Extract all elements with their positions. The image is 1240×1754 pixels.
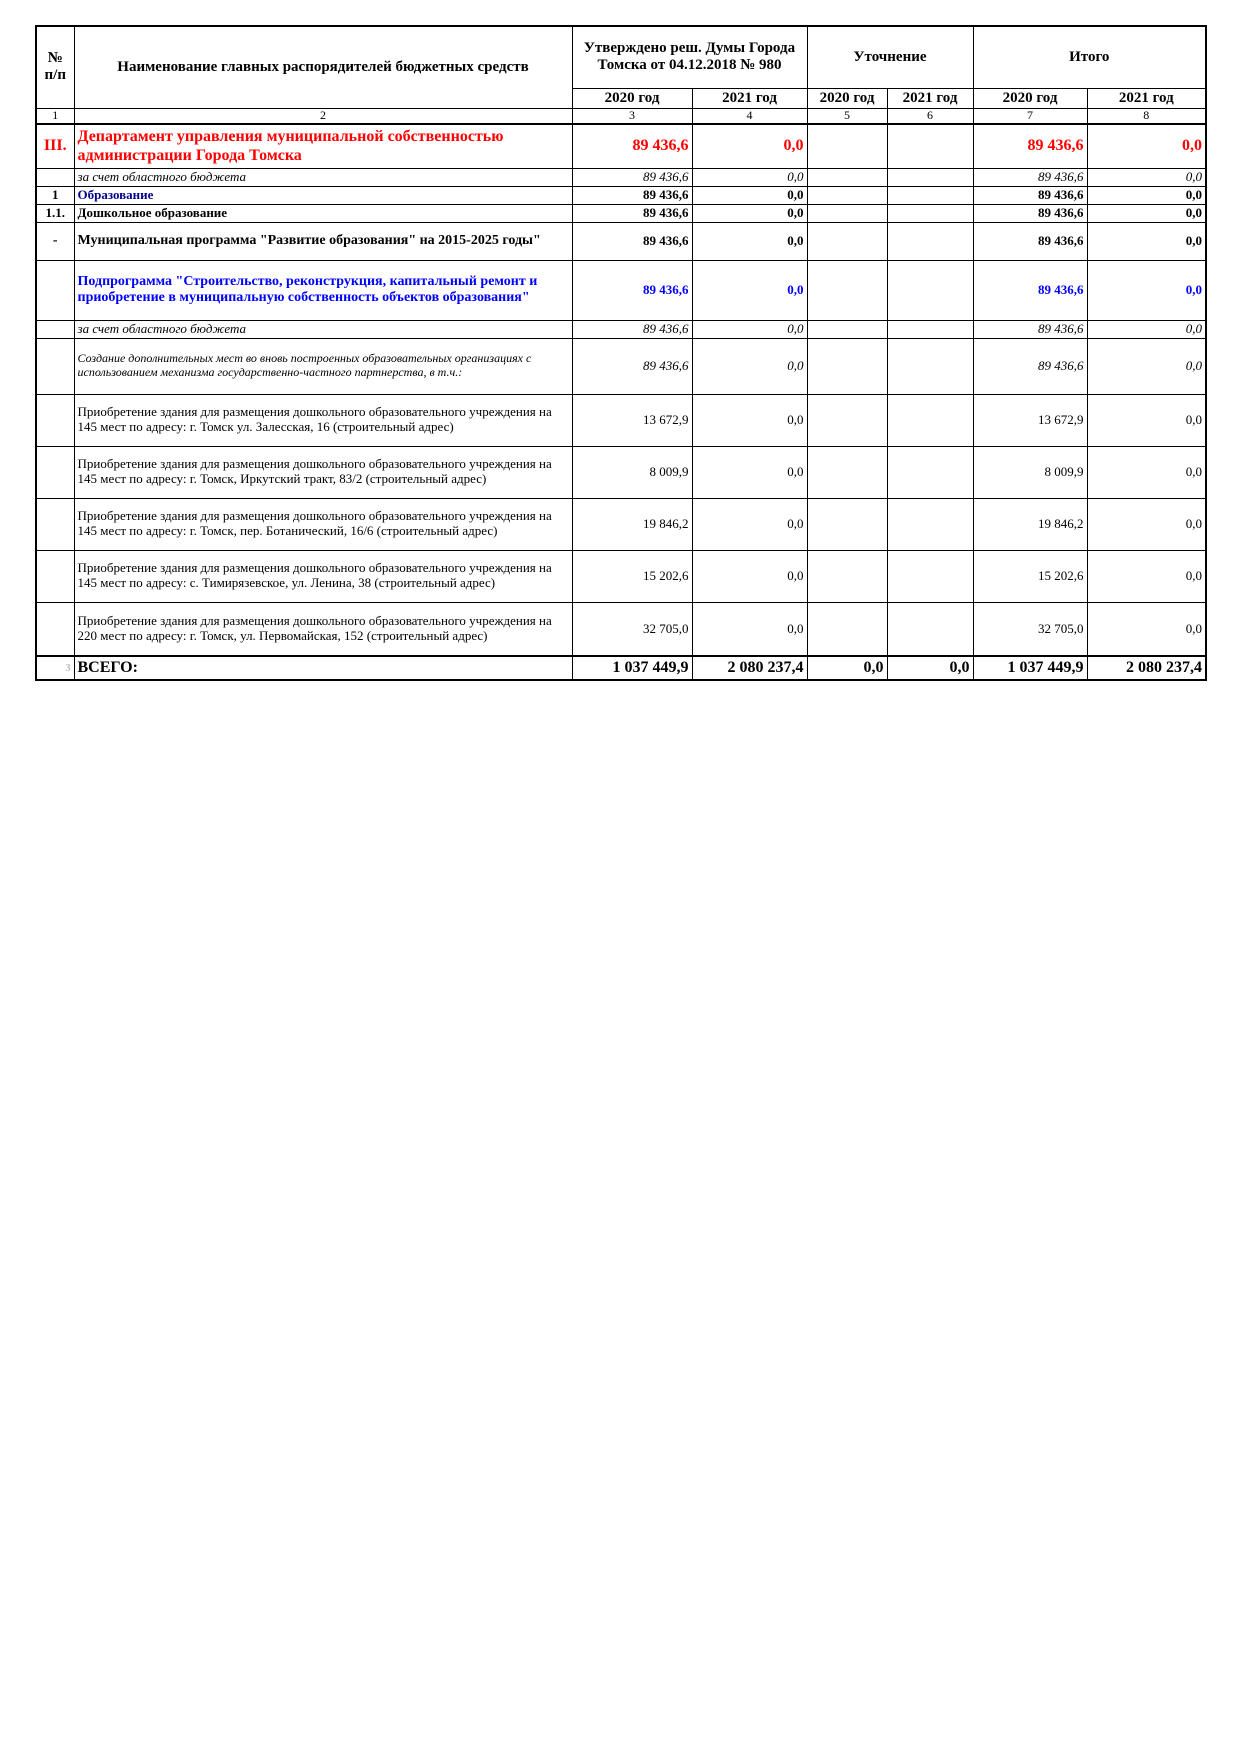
cell-clarify-2020: [807, 186, 887, 204]
column-number: 1: [36, 108, 74, 124]
year-header: 2021 год: [692, 88, 807, 108]
row-num: [36, 446, 74, 498]
cell-total-2021: 0,0: [1087, 186, 1206, 204]
cell-clarify-2020: [807, 394, 887, 446]
total-clarify-2021: 0,0: [887, 656, 973, 680]
table-row: [36, 186, 1206, 204]
cell-approved-2021: 0,0: [692, 602, 807, 656]
cell-clarify-2021: [887, 260, 973, 320]
cell-total-2020: 89 436,6: [973, 186, 1087, 204]
cell-total-2020: 89 436,6: [973, 168, 1087, 186]
row-num: [36, 338, 74, 394]
row-name: Приобретение здания для размещения дошкольного образовательного учреждения на 145 мест по адресу: г. Томск ул. Залесская, 16 (строительный адрес): [74, 394, 572, 446]
table-row: [36, 168, 1206, 186]
cell-approved-2020: 89 436,6: [572, 186, 692, 204]
cell-approved-2020: 32 705,0: [572, 602, 692, 656]
cell-total-2021: 0,0: [1087, 394, 1206, 446]
table-row: [36, 338, 1206, 394]
row-num: [36, 602, 74, 656]
cell-total-2020: 19 846,2: [973, 498, 1087, 550]
cell-approved-2021: 0,0: [692, 446, 807, 498]
column-number: 6: [887, 108, 973, 124]
cell-clarify-2020: [807, 260, 887, 320]
cell-total-2020: 32 705,0: [973, 602, 1087, 656]
cell-clarify-2021: [887, 498, 973, 550]
cell-total-2021: 0,0: [1087, 498, 1206, 550]
row-num: [36, 168, 74, 186]
cell-clarify-2021: [887, 394, 973, 446]
year-header: 2020 год: [973, 88, 1087, 108]
cell-clarify-2020: [807, 550, 887, 602]
budget-table: [35, 25, 1207, 681]
cell-approved-2021: 0,0: [692, 260, 807, 320]
cell-total-2021: 0,0: [1087, 338, 1206, 394]
col-clarify-header: Уточнение: [807, 26, 973, 88]
cell-total-2021: 0,0: [1087, 124, 1206, 168]
row-name: Приобретение здания для размещения дошкольного образовательного учреждения на 145 мест по адресу: с. Тимирязевское, ул. Ленина, 38 (строительный адрес): [74, 550, 572, 602]
cell-total-2021: 0,0: [1087, 260, 1206, 320]
cell-clarify-2021: [887, 222, 973, 260]
cell-approved-2021: 0,0: [692, 338, 807, 394]
cell-approved-2020: 8 009,9: [572, 446, 692, 498]
cell-approved-2021: 0,0: [692, 168, 807, 186]
row-num: -: [36, 222, 74, 260]
total-approved-2021: 2 080 237,4: [692, 656, 807, 680]
total-approved-2020: 1 037 449,9: [572, 656, 692, 680]
year-header: 2021 год: [1087, 88, 1206, 108]
cell-clarify-2021: [887, 338, 973, 394]
cell-approved-2021: 0,0: [692, 124, 807, 168]
cell-approved-2020: 13 672,9: [572, 394, 692, 446]
cell-total-2021: 0,0: [1087, 446, 1206, 498]
cell-approved-2021: 0,0: [692, 204, 807, 222]
cell-clarify-2020: [807, 168, 887, 186]
table-row: [36, 222, 1206, 260]
cell-total-2020: 89 436,6: [973, 124, 1087, 168]
cell-approved-2020: 89 436,6: [572, 168, 692, 186]
row-name: Департамент управления муниципальной собственностью администрации Города Томска: [74, 124, 572, 168]
cell-total-2020: 13 672,9: [973, 394, 1087, 446]
cell-approved-2020: 15 202,6: [572, 550, 692, 602]
cell-clarify-2020: [807, 446, 887, 498]
cell-total-2020: 89 436,6: [973, 320, 1087, 338]
row-num: [36, 260, 74, 320]
cell-clarify-2021: [887, 602, 973, 656]
cell-approved-2020: 89 436,6: [572, 320, 692, 338]
year-header: 2020 год: [807, 88, 887, 108]
column-number: 2: [74, 108, 572, 124]
cell-approved-2021: 0,0: [692, 498, 807, 550]
column-number: 4: [692, 108, 807, 124]
table-row: [36, 394, 1206, 446]
total-row: [36, 656, 1206, 680]
table-row: [36, 498, 1206, 550]
cell-total-2021: 0,0: [1087, 320, 1206, 338]
row-num: [36, 498, 74, 550]
cell-total-2020: 89 436,6: [973, 204, 1087, 222]
column-number: 8: [1087, 108, 1206, 124]
cell-approved-2021: 0,0: [692, 320, 807, 338]
row-name: Дошкольное образование: [74, 204, 572, 222]
cell-approved-2020: 89 436,6: [572, 338, 692, 394]
column-number: 3: [572, 108, 692, 124]
cell-total-2021: 0,0: [1087, 222, 1206, 260]
table-row: [36, 602, 1206, 656]
col-approved-header: Утверждено реш. Думы Города Томска от 04.12.2018 № 980: [572, 26, 807, 88]
row-num: 1: [36, 186, 74, 204]
cell-clarify-2020: [807, 602, 887, 656]
cell-clarify-2021: [887, 124, 973, 168]
total-total-2021: 2 080 237,4: [1087, 656, 1206, 680]
cell-approved-2021: 0,0: [692, 394, 807, 446]
col-num-header: № п/п: [36, 26, 74, 108]
table-row: [36, 260, 1206, 320]
table-row: [36, 204, 1206, 222]
cell-approved-2020: 89 436,6: [572, 204, 692, 222]
cell-total-2020: 89 436,6: [973, 222, 1087, 260]
row-num: [36, 394, 74, 446]
row-name: Приобретение здания для размещения дошкольного образовательного учреждения на 145 мест по адресу: г. Томск, пер. Ботанический, 16/6 (строительный адрес): [74, 498, 572, 550]
row-name: за счет областного бюджета: [74, 168, 572, 186]
cell-approved-2020: 89 436,6: [572, 124, 692, 168]
cell-clarify-2021: [887, 186, 973, 204]
cell-approved-2021: 0,0: [692, 550, 807, 602]
cell-total-2021: 0,0: [1087, 550, 1206, 602]
table-row: [36, 124, 1206, 168]
table-row: [36, 320, 1206, 338]
cell-clarify-2021: [887, 446, 973, 498]
column-number: 7: [973, 108, 1087, 124]
cell-approved-2020: 19 846,2: [572, 498, 692, 550]
row-num: [36, 550, 74, 602]
cell-approved-2021: 0,0: [692, 186, 807, 204]
column-number-row: [36, 108, 1206, 124]
header-row: [36, 26, 1206, 88]
row-num: III.: [36, 124, 74, 168]
year-header: 2020 год: [572, 88, 692, 108]
cell-total-2020: 8 009,9: [973, 446, 1087, 498]
row-name: Образование: [74, 186, 572, 204]
cell-total-2020: 15 202,6: [973, 550, 1087, 602]
row-name: за счет областного бюджета: [74, 320, 572, 338]
total-label: ВСЕГО:: [74, 656, 572, 680]
cell-clarify-2021: [887, 320, 973, 338]
cell-approved-2020: 89 436,6: [572, 222, 692, 260]
row-name: Приобретение здания для размещения дошкольного образовательного учреждения на 220 мест по адресу: г. Томск, ул. Первомайская, 152 (строительный адрес): [74, 602, 572, 656]
table-row: [36, 446, 1206, 498]
year-header: 2021 год: [887, 88, 973, 108]
cell-clarify-2020: [807, 320, 887, 338]
budget-table-wrapper: [35, 25, 1205, 681]
table-row: [36, 550, 1206, 602]
cell-clarify-2021: [887, 550, 973, 602]
cell-approved-2021: 0,0: [692, 222, 807, 260]
cell-clarify-2020: [807, 498, 887, 550]
row-name: Приобретение здания для размещения дошкольного образовательного учреждения на 145 мест по адресу: г. Томск, Иркутский тракт, 83/2 (строительный адрес): [74, 446, 572, 498]
row-name: Подпрограмма "Строительство, реконструкция, капитальный ремонт и приобретение в муниципальную собственность объектов образования": [74, 260, 572, 320]
cell-approved-2020: 89 436,6: [572, 260, 692, 320]
cell-total-2021: 0,0: [1087, 168, 1206, 186]
cell-clarify-2020: [807, 338, 887, 394]
row-name: Муниципальная программа "Развитие образования" на 2015-2025 годы": [74, 222, 572, 260]
cell-total-2021: 0,0: [1087, 204, 1206, 222]
total-clarify-2020: 0,0: [807, 656, 887, 680]
row-num: 1.1.: [36, 204, 74, 222]
total-num: 3: [36, 656, 74, 680]
cell-clarify-2021: [887, 168, 973, 186]
cell-total-2020: 89 436,6: [973, 338, 1087, 394]
col-total-header: Итого: [973, 26, 1206, 88]
row-num: [36, 320, 74, 338]
total-total-2020: 1 037 449,9: [973, 656, 1087, 680]
cell-clarify-2020: [807, 124, 887, 168]
cell-clarify-2020: [807, 222, 887, 260]
cell-total-2021: 0,0: [1087, 602, 1206, 656]
cell-clarify-2020: [807, 204, 887, 222]
cell-clarify-2021: [887, 204, 973, 222]
row-name: Создание дополнительных мест во вновь построенных образовательных организациях с использованием механизма государственно-частного партнерства, в т.ч.:: [74, 338, 572, 394]
cell-total-2020: 89 436,6: [973, 260, 1087, 320]
col-name-header: Наименование главных распорядителей бюджетных средств: [74, 26, 572, 108]
column-number: 5: [807, 108, 887, 124]
